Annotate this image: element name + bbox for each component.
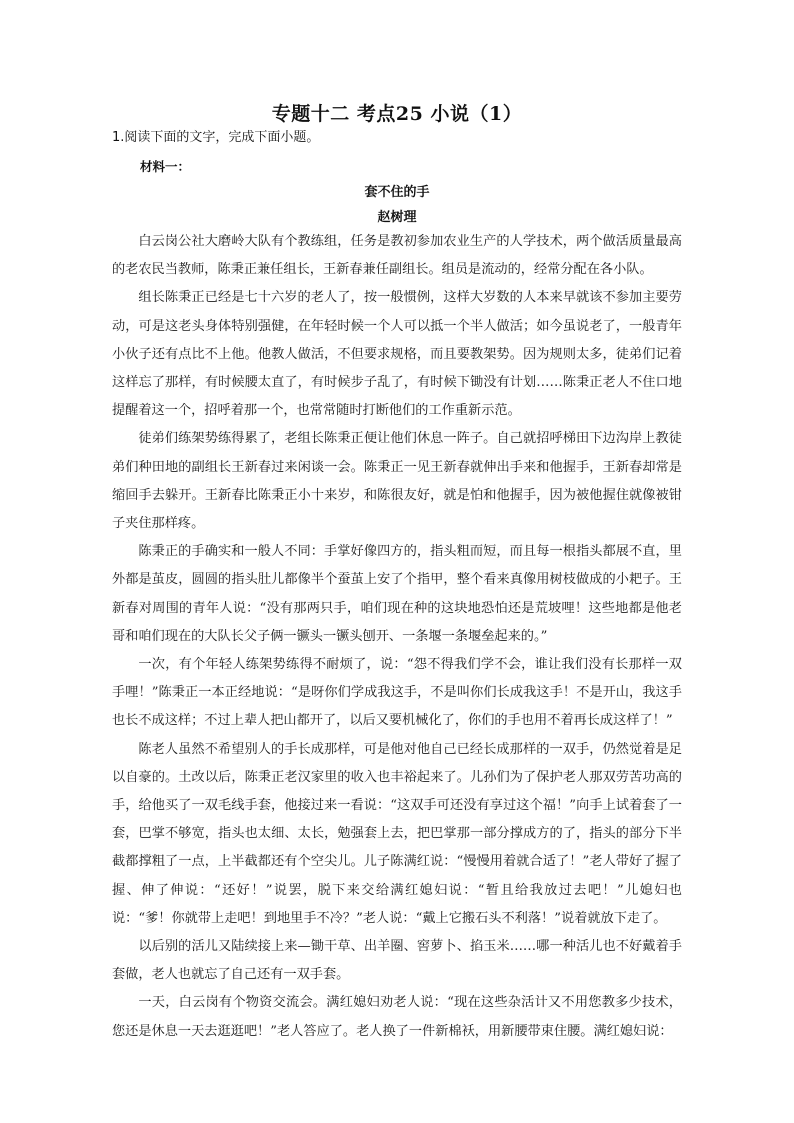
story-paragraph: 陈秉正的手确实和一般人不同：手掌好像四方的，指头粗而短，而且每一根指头都展不直，里外都是茧皮，圆圆的指头肚儿都像半个蚕茧上安了个指甲，整个看来真像用树枝做成的小耙子。王新春对周围的青年人说：“没有那两只手，咱们现在种的这块地恐怕还是荒坡哩！这些地都是他老哥和咱们现在的大队长父子俩一镢头一镢头刨开、一条堰一条堰垒起来的。” (112, 544, 682, 644)
page-title: 专题十二 考点25 小说（1） (271, 103, 523, 125)
question-instruction: 1.阅读下面的文字，完成下面小题。 (112, 130, 320, 145)
story-paragraph: 徒弟们练架势练得累了，老组长陈秉正便让他们休息一阵子。自己就招呼梯田下边沟岸上教徒弟们种田地的副组长王新春过来闲谈一会。陈秉正一见王新春就伸出手来和他握手，王新春却常是缩回手去躲开。王新春比陈秉正小十来岁，和陈很友好，就是怕和他握手，因为被他握住就像被钳子夹住那样疼。 (112, 431, 682, 532)
story-paragraph: 白云岗公社大磨岭大队有个教练组，任务是教初参加农业生产的人学技术，两个做活质量最高的老农民当教师，陈秉正兼任组长，王新春兼任副组长。组员是流动的，经常分配在各小队。 (112, 234, 682, 278)
story-paragraph: 组长陈秉正已经是七十六岁的老人了，按一般惯例，这样大岁数的人本来早就该不参加主要劳动，可是这老头身体特别强健，在年轻时候一个人可以抵一个半人做活；如今虽说老了，一般青年小伙子还有点比不上他。他教人做活，不但要求规格，而且要教架势。因为规则太多，徒弟们记着这样忘了那样，有时候腰太直了，有时候步子乱了，有时候下锄没有计划……陈秉正老人不住口地提醒着这一个，招呼着那一个，也常常随时打断他们的工作重新示范。 (112, 290, 682, 419)
story-paragraph: 以后别的活儿又陆续接上来—锄干草、出羊圈、窖萝卜、掐玉米……哪一种活儿也不好戴着手套做，老人也就忘了自己还有一双手套。 (112, 939, 682, 983)
story-title: 套不住的手 (364, 185, 430, 200)
story-body (112, 228, 682, 1046)
story-paragraph: 一天，白云岗有个物资交流会。满红媳妇劝老人说：“现在这些杂活计又不用您教多少技术，您还是休息一天去逛逛吧！”老人答应了。老人换了一件新棉袄，用新腰带束住腰。满红媳妇说： (112, 995, 682, 1039)
story-paragraph: 陈老人虽然不希望别人的手长成那样，可是他对他自己已经长成那样的一双手，仍然觉着是足以自豪的。土改以后，陈秉正老汉家里的收入也丰裕起来了。儿孙们为了保护老人那双劳苦功高的手，给他买了一双毛线手套，他接过来一看说：“这双手可还没有享过这个福！”向手上试着套了一套，巴掌不够宽，指头也太细、太长，勉强套上去，把巴掌那一部分撑成方的了，指头的部分下半截都撑粗了一点，上半截都还有个空尖儿。儿子陈满红说：“慢慢用着就合适了！”老人带好了握了握、伸了伸说：“还好！”说罢，脱下来交给满红媳妇说：“暂且给我放过去吧！”儿媳妇也说：“爹！你就带上走吧！到地里手不冷？”老人说：“戴上它搬石头不利落！”说着就放下走了。 (112, 741, 682, 926)
material-label: 材料一： (140, 159, 191, 174)
story-author: 赵树理 (377, 210, 417, 225)
story-paragraph: 一次，有个年轻人练架势练得不耐烦了，说：“怨不得我们学不会，谁让我们没有长那样一双手哩！”陈秉正一本正经地说：“是呀你们学成我这手，不是叫你们长成我这手！不是开山，我这手也长不成这样；不过上辈人把山都开了，以后又要机械化了，你们的手也用不着再长成这样了！” (112, 657, 682, 729)
